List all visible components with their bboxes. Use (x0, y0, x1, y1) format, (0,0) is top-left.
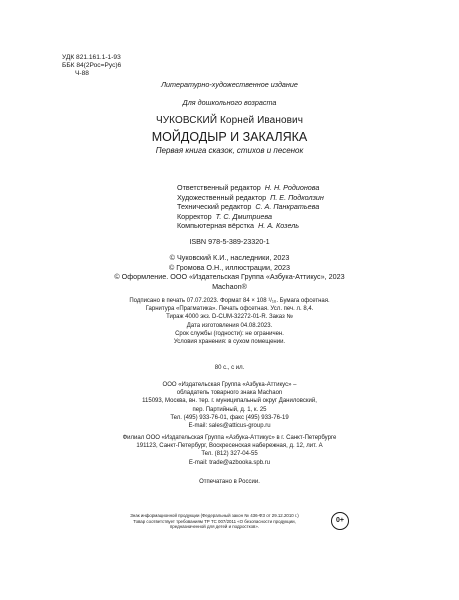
print-info-line: Подписано в печать 07.07.2023. Формат 84 × 108 ¹/₁₆. Бумага офсетная. (129, 298, 330, 304)
print-info-line: Условия хранения: в сухом помещении. (173, 339, 286, 346)
credit-row (177, 221, 324, 231)
publisher-line: 115093, Москва, вн. тер. г. муниципальный округ Даниловский, (142, 398, 317, 405)
print-info-line: Дата изготовления 04.08.2023. (186, 322, 273, 329)
info-sign-line: предназначенной для детей и подростков». (169, 524, 260, 530)
udk-block (62, 54, 121, 79)
credit-role: Корректор (177, 211, 212, 221)
printed-in: Отпечатано в России. (199, 479, 260, 485)
publisher-line: пер. Партийный, д. 1, к. 25 (192, 406, 267, 413)
page-count: 80 с., с ил. (214, 365, 245, 371)
credit-role: Технический редактор (177, 202, 252, 212)
copyright-line: © Чуковский К.И., наследники, 2023 (169, 253, 290, 262)
copyright-line: © Громова О.Н., иллюстрации, 2023 (168, 262, 291, 272)
copyright-line: © Оформление. ООО «Издательская Группа «Азбука-Аттикус», 2023 (114, 272, 345, 282)
print-info-line: Гарнитура «Прагматика». Печать офсетная. Усл. печ. л. 8,4. (145, 306, 314, 313)
branch-line: 191123, Санкт-Петербург, Воскресенская набережная, д. 12, лит. А (136, 443, 323, 450)
copyright-block (0, 253, 459, 291)
credit-row (177, 202, 324, 212)
credit-role: Компьютерная вёрстка (177, 221, 255, 231)
credit-role: Художественный редактор (177, 192, 267, 202)
branch-email: E-mail: trade@azbooka.spb.ru (188, 459, 271, 466)
credit-name: П. Е. Подколзин (270, 192, 324, 202)
print-info-line: Тираж 4000 экз. D-CUM-32272-01-R. Заказ № (166, 314, 293, 321)
age-rating-badge: 0+ (331, 512, 349, 530)
credits-block (177, 183, 324, 231)
print-info-block (0, 297, 459, 346)
credit-row (177, 193, 324, 203)
trademark-line: Machaon® (212, 281, 247, 291)
credit-row (177, 183, 324, 193)
branch-line: Тел. (812) 327-04-55 (201, 451, 258, 458)
udk-code: УДК 821.161.1-1-93 (62, 54, 121, 61)
publisher-block (0, 381, 459, 430)
print-info-line: Срок службы (годности): не ограничен. (175, 330, 284, 337)
info-sign-line: Знак информационной продукции (Федеральный закон № 436-ФЗ от 29.12.2010 г.) (130, 513, 299, 518)
isbn: ISBN 978-5-389-23320-1 (189, 237, 270, 246)
credit-name: С. А. Панкратьева (255, 202, 320, 212)
author-mark: Ч-88 (75, 70, 89, 78)
publisher-line: Тел. (495) 933-76-01, факс (495) 933-76-19 (170, 414, 289, 421)
publisher-line: ООО «Издательская Группа «Азбука-Аттикус» – (162, 382, 297, 388)
credit-name: Т. С. Дмитриева (215, 211, 273, 221)
credit-name: Н. Н. Родионова (264, 183, 320, 192)
audience-note: Для дошкольного возраста (182, 98, 277, 107)
author-name: ЧУКОВСКИЙ Корней Иванович (155, 115, 304, 126)
branch-block (0, 434, 459, 467)
branch-line: Филиал ООО «Издательская Группа «Азбука-Аттикус» в г. Санкт-Петербурге (122, 435, 337, 441)
bbk-code: ББК 84(2Рос=Рус)6 (62, 62, 122, 70)
book-subtitle: Первая книга сказок, стихов и песенок (155, 146, 304, 155)
publisher-email: E-mail: sales@atticus-group.ru (188, 423, 271, 430)
edition-type: Литературно-художественное издание (161, 80, 298, 89)
info-sign-line: Товар соответствует требованиям ТР ТС 007/2011 «О безопасности продукции, (133, 518, 296, 524)
publisher-line: обладатель товарного знака Machaon (176, 390, 283, 397)
credit-row (177, 212, 324, 222)
credit-name: Н. А. Козель (258, 221, 300, 231)
credit-role: Ответственный редактор (177, 183, 261, 192)
info-sign-text (107, 513, 322, 530)
book-title: МОЙДОДЫР И ЗАКАЛЯКА (151, 130, 308, 144)
